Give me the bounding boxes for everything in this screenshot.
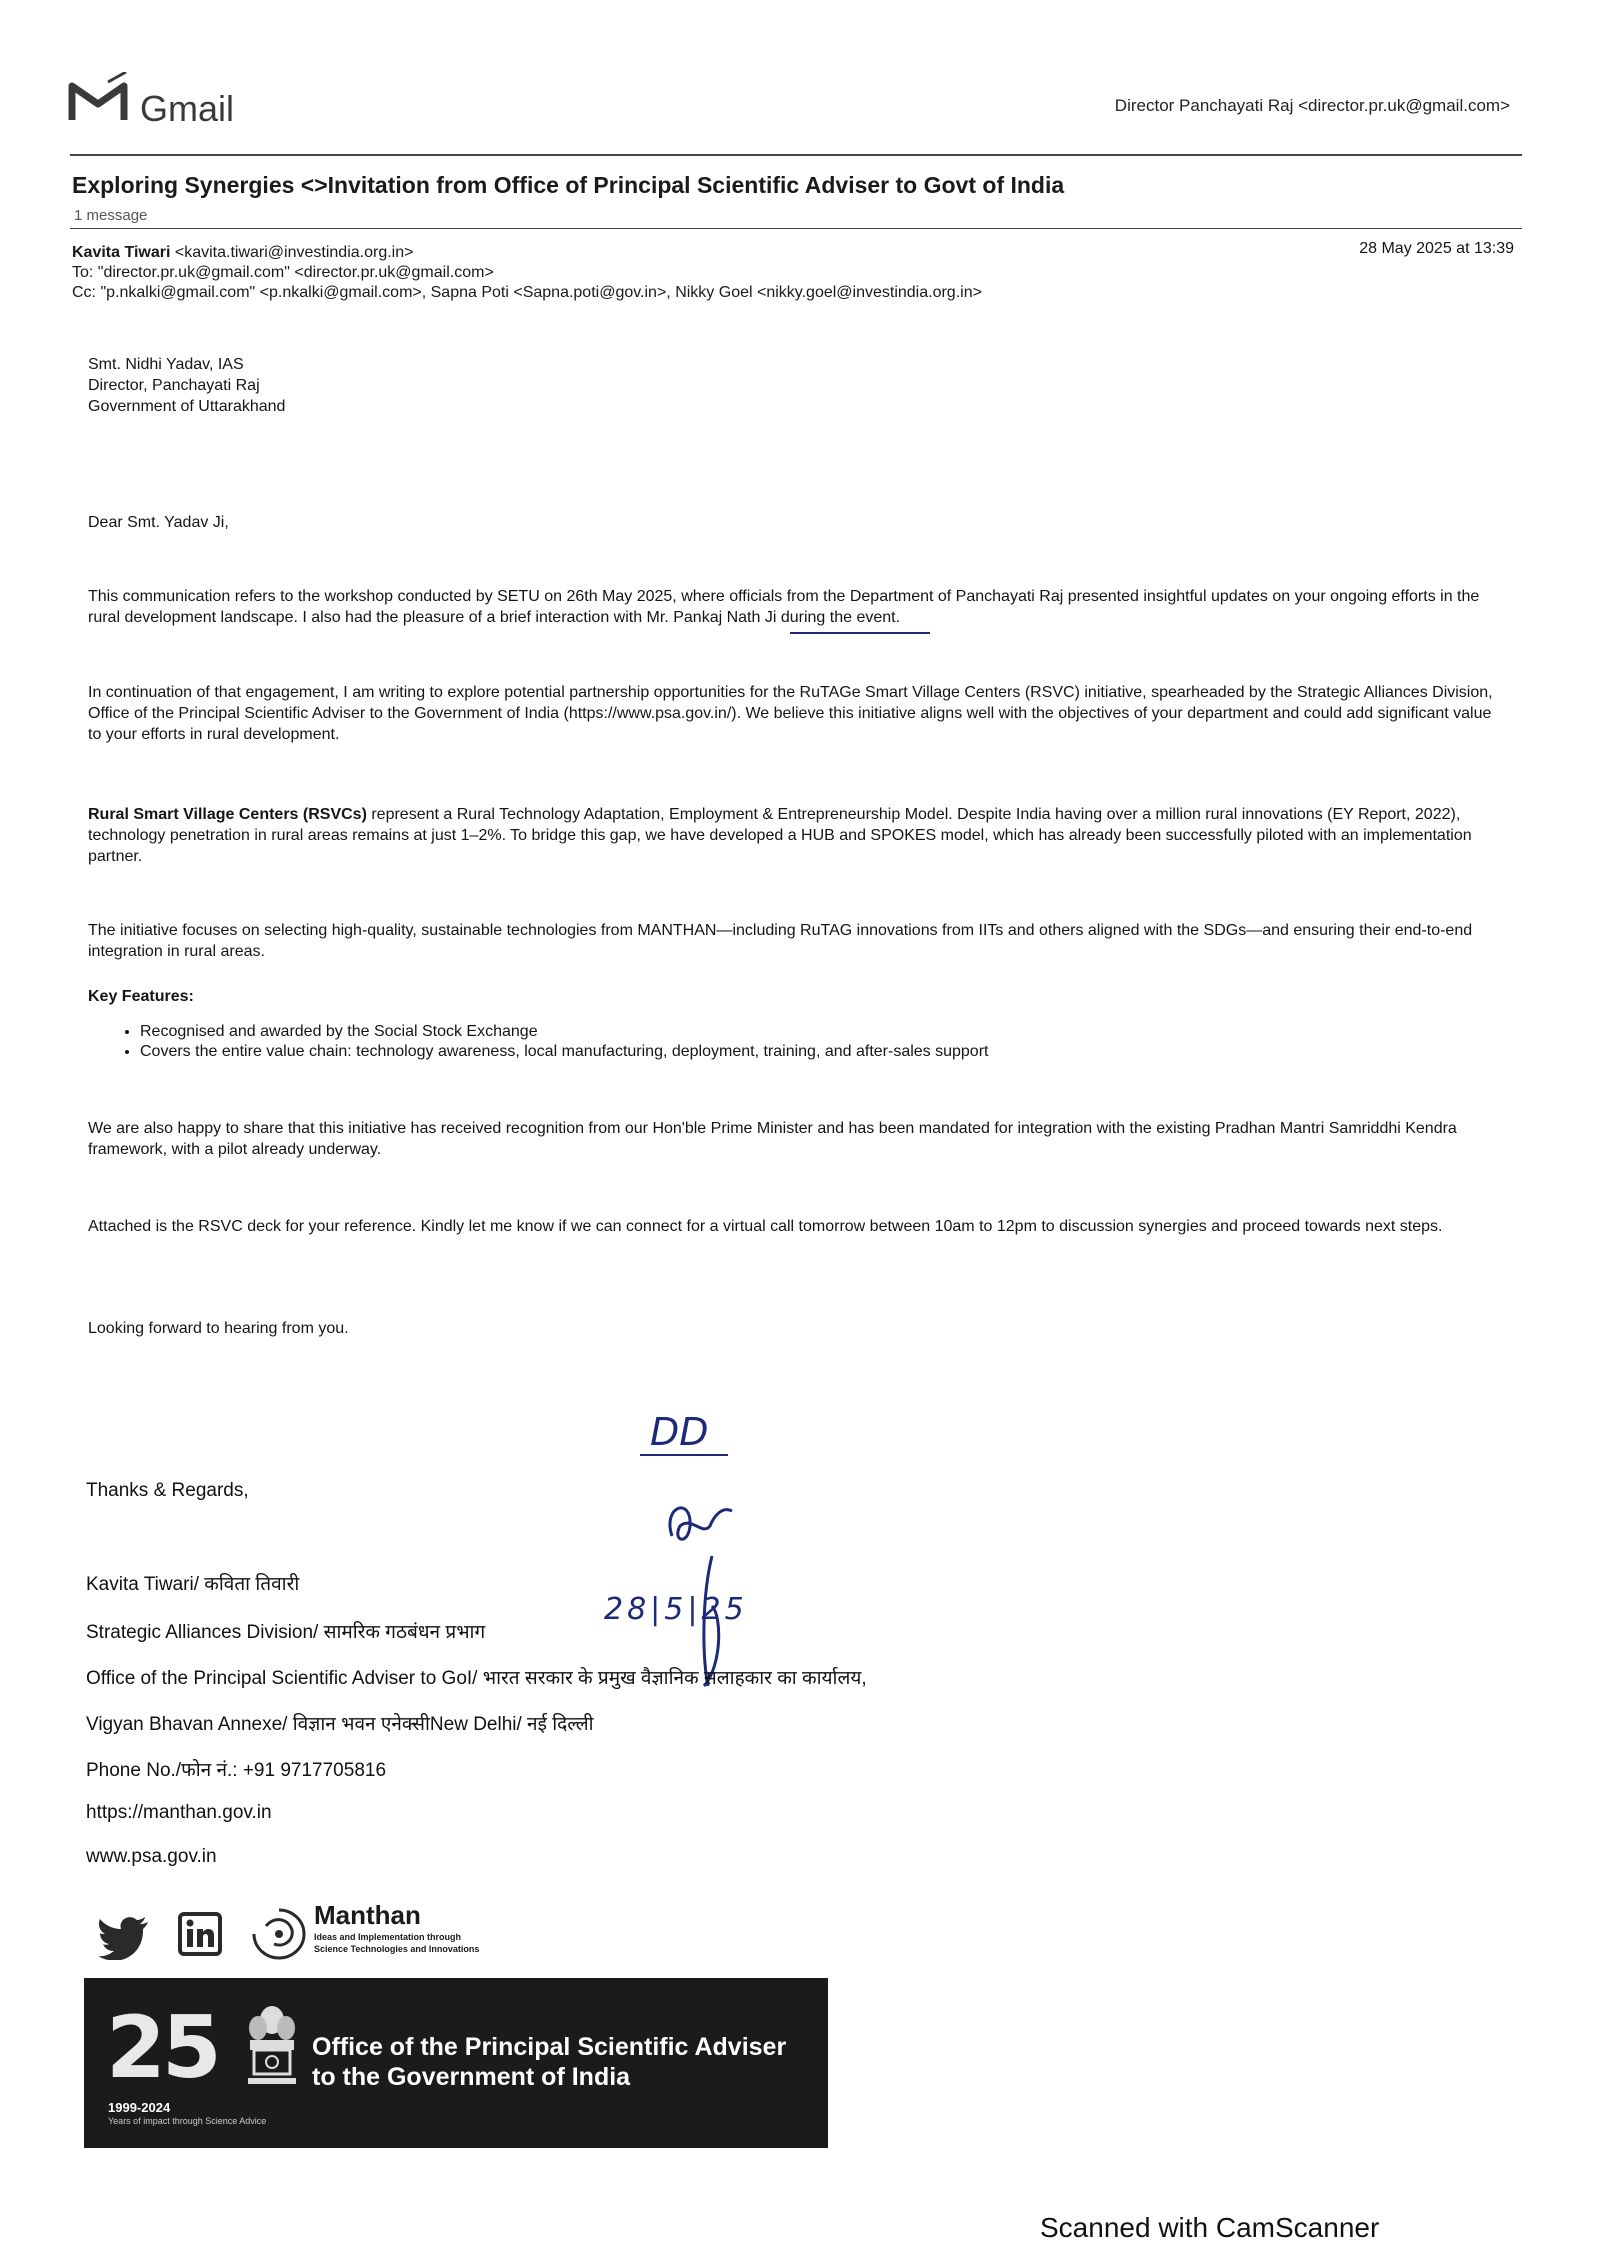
- handwritten-mark: DD: [650, 1410, 709, 1454]
- paragraph-5: We are also happy to share that this initiative has received recognition from our Hon'ble Prime Minister and has been mandated for integration with the existing Pradhan Mantri Samriddhi Kendra framework, with a pilot already underway.: [88, 1120, 1457, 1158]
- banner-title: [312, 2032, 786, 2092]
- anniversary-number: 25: [106, 1998, 218, 2098]
- from-line: [72, 244, 413, 262]
- linkedin-icon[interactable]: [178, 1912, 222, 1956]
- handwritten-underline: [790, 632, 930, 634]
- header-divider: [70, 154, 1522, 156]
- manthan-tagline-2: Science Technologies and Innovations: [314, 1944, 480, 1954]
- list-item: • Recognised and awarded by the Social Stock Exchange: [140, 1022, 988, 1042]
- psa-link[interactable]: www.psa.gov.in: [86, 1846, 217, 1867]
- addressee-line: Director, Panchayati Raj: [88, 377, 260, 394]
- banner-title-line: Office of the Principal Scientific Adviser: [312, 2033, 787, 2061]
- email-subject: Exploring Synergies <>Invitation from Office of Principal Scientific Adviser to Govt of India: [72, 172, 1065, 198]
- sender-name: Kavita Tiwari/ कविता तिवारी: [86, 1574, 300, 1595]
- paragraph-6: Attached is the RSVC deck for your reference. Kindly let me know if we can connect for a virtual call tomorrow between 10am to 12pm to discussion synergies and proceed towards next steps.: [88, 1218, 1443, 1235]
- manthan-link[interactable]: https://manthan.gov.in: [86, 1802, 272, 1823]
- banner-title-line: to the Government of India: [312, 2063, 631, 2091]
- manthan-tagline-1: Ideas and Implementation through: [314, 1932, 462, 1942]
- paragraph-4: The initiative focuses on selecting high-quality, sustainable technologies from MANTHAN—including RuTAG innovations from IITs and others aligned with the SDGs—and ensuring their end-to-end integration in rural areas.: [88, 922, 1473, 960]
- handwritten-date: 28|5|25: [604, 1592, 748, 1627]
- sender-address: Vigyan Bhavan Annexe/ विज्ञान भवन एनेक्सीNew Delhi/ नई दिल्ली: [86, 1714, 594, 1735]
- handwritten-mark-underline: [640, 1454, 728, 1456]
- to-line: To: "director.pr.uk@gmail.com" <director.pr.uk@gmail.com>: [72, 264, 494, 281]
- key-features-heading: Key Features:: [88, 988, 194, 1005]
- gmail-logo-icon: [68, 72, 128, 124]
- paragraph-7: Looking forward to hearing from you.: [88, 1320, 349, 1337]
- national-emblem-icon: [244, 2002, 300, 2096]
- twitter-icon[interactable]: [98, 1916, 150, 1960]
- paragraph-1: This communication refers to the workshop conducted by SETU on 26th May 2025, where officials from the Department of Panchayati Raj presented insightful updates on your ongoing efforts in the rural development landscape. I also had the pleasure of a brief interaction with Mr. Pankaj Nath Ji during the event.: [88, 588, 1480, 626]
- scanner-watermark: Scanned with CamScanner: [1040, 2212, 1380, 2243]
- list-item: • Covers the entire value chain: technology awareness, local manufacturing, deployment, training, and after-sales support: [140, 1042, 988, 1062]
- closing: Thanks & Regards,: [86, 1480, 249, 1501]
- email-date: 28 May 2025 at 13:39: [1359, 240, 1514, 257]
- cc-line: Cc: "p.nkalki@gmail.com" <p.nkalki@gmail.com>, Sapna Poti <Sapna.poti@gov.in>, Nikky Goel <nikky.goel@investindia.org.in>: [72, 284, 982, 301]
- addressee-line: Smt. Nidhi Yadav, IAS: [88, 356, 244, 373]
- app-name: Gmail: [140, 88, 235, 129]
- addressee-line: Government of Uttarakhand: [88, 398, 286, 415]
- psa-banner: [84, 1978, 828, 2148]
- anniversary-years: 1999-2024: [108, 2100, 171, 2115]
- from-name: Kavita Tiwari: [72, 244, 171, 261]
- sender-office: Office of the Principal Scientific Adviser to GoI/ भारत सरकार के प्रमुख वैज्ञानिक सलाहकार का कार्यालय,: [86, 1668, 867, 1689]
- sender-phone: Phone No./फोन नं.: +91 9717705816: [86, 1760, 387, 1781]
- anniversary-tagline: Years of impact through Science Advice: [108, 2116, 267, 2126]
- rsvc-term: Rural Smart Village Centers (RSVCs): [88, 806, 367, 823]
- salutation: Dear Smt. Yadav Ji,: [88, 514, 229, 531]
- paragraph-3: [88, 804, 1498, 867]
- manthan-logo-icon: [248, 1906, 310, 1962]
- manthan-title: Manthan: [314, 1900, 421, 1930]
- paragraph-2: In continuation of that engagement, I am writing to explore potential partnership opportunities for the RuTAGe Smart Village Centers (RSVC) initiative, spearheaded by the Strategic Alliances Division, Office of the Principal Scientific Adviser to the Government of India (https://www.psa.gov.in/). We believe this initiative aligns well with the objectives of your department and could add significant value to your efforts in rural development.: [88, 684, 1493, 743]
- account-owner: Director Panchayati Raj <director.pr.uk@gmail.com>: [1114, 96, 1510, 115]
- from-email: <kavita.tiwari@investindia.org.in>: [174, 244, 414, 261]
- message-count: 1 message: [74, 207, 148, 224]
- paragraph-3-text: represent a Rural Technology Adaptation, Employment & Entrepreneurship Model. Despite India having over a million rural innovations (EY Report, 2022), technology penetration in rural areas remains at just 1–2%. To bridge this gap, we have developed a HUB and SPOKES model, which has already been successfully piloted with an implementation partner.: [88, 806, 1472, 865]
- features-list: [110, 1022, 988, 1062]
- subject-divider: [70, 228, 1522, 229]
- sender-division: Strategic Alliances Division/ सामरिक गठबंधन प्रभाग: [86, 1622, 486, 1643]
- addressee-block: [88, 354, 285, 417]
